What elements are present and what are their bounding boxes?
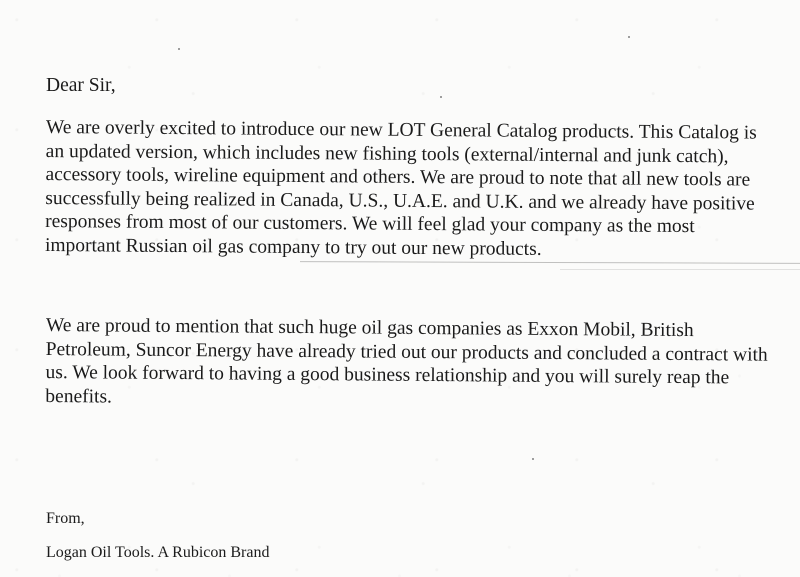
closing-line: From, xyxy=(46,510,85,527)
scan-artifact-line xyxy=(560,269,800,270)
body-paragraph-1: We are overly excited to introduce our new LOT General Catalog products. This Catalog is an updated version, which includes new fishing tools (external/internal and junk catch), accessory tools, wireline equipment and others. We are proud to note that all new tools are successfully being realized in Canada, U.S., U.A.E. and U.K. and we already have positive responses from most of our customers. We will feel glad your company as the most important Russian oil gas company to try out our new products. xyxy=(44,116,757,260)
scan-speck xyxy=(440,96,442,98)
scan-speck xyxy=(532,458,534,460)
scan-speck xyxy=(178,48,180,50)
scan-speck xyxy=(628,36,630,38)
body-paragraph-2: We are proud to mention that such huge oil gas companies as Exxon Mobil, British Petroleum, Suncor Energy have already tried out our products and concluded a contract with us. We look forward to having a good business relationship and you will surely reap the benefits. xyxy=(45,314,768,408)
salutation: Dear Sir, xyxy=(46,75,116,96)
signature-line: Logan Oil Tools. A Rubicon Brand xyxy=(46,544,270,561)
